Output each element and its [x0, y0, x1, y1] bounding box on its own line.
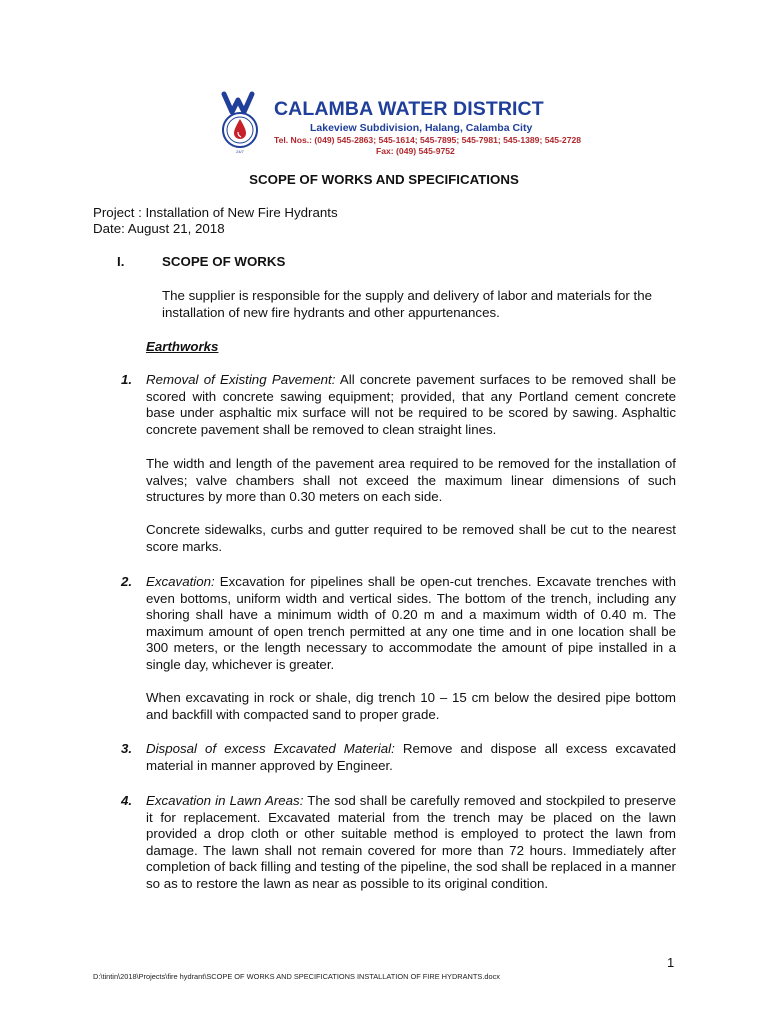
subheading-earthworks: Earthworks — [146, 339, 219, 354]
item-disposal — [146, 741, 676, 774]
item-lead: Removal of Existing Pavement: — [146, 372, 336, 387]
section-title: SCOPE OF WORKS — [162, 254, 286, 269]
item-paragraph: Concrete sidewalks, curbs and gutter required to be removed shall be cut to the nearest score marks. — [146, 522, 676, 554]
item-text: The sod shall be carefully removed and stockpiled to preserve it for replacement. Excavated material from the trench may be placed on the lawn provided a drop cloth or other suitable method is employed to protect the lawn from damage. The lawn shall not remain covered for more than 72 hours. Immediately after completion of back filling and testing of the pipeline, the sod shall be replaced in a manner so as to restore the lawn as near as possible to its original condition. — [146, 793, 676, 891]
item-paragraph: When excavating in rock or shale, dig trench 10 – 15 cm below the desired pipe bottom and backfill with compacted sand to proper grade. — [146, 690, 676, 722]
section-number: I. — [117, 254, 125, 269]
svg-text:24/7: 24/7 — [236, 149, 244, 154]
item-excavation — [146, 574, 676, 673]
org-address: Lakeview Subdivision, Halang, Calamba City — [310, 122, 533, 134]
org-fax: Fax: (049) 545-9752 — [376, 146, 455, 156]
item-number: 1. — [121, 372, 133, 387]
page-number: 1 — [667, 955, 675, 970]
item-text: All concrete pavement surfaces to be removed shall be scored with concrete sawing equipment; provided, that any Portland cement concrete base under asphaltic mix surface will not be required to be scored by sawing. Asphaltic concrete pavement shall be removed to clean straight lines. — [146, 372, 676, 437]
project-line: Project : Installation of New Fire Hydrants — [93, 205, 338, 220]
section-intro: The supplier is responsible for the supply and delivery of labor and materials for the installation of new fire hydrants and other appurtenances. — [162, 288, 653, 320]
org-name: CALAMBA WATER DISTRICT — [274, 98, 544, 120]
item-number: 3. — [121, 741, 133, 756]
item-number: 4. — [121, 793, 133, 808]
water-drop-logo-icon — [218, 86, 274, 158]
item-lead: Disposal of excess Excavated Material: — [146, 741, 395, 756]
item-paragraph: The width and length of the pavement area required to be removed for the installation of valves; valve chambers shall not exceed the maximum linear dimensions of such structures by more than 0.30 meters on each side. — [146, 456, 676, 504]
item-removal-of-pavement — [146, 372, 676, 438]
item-lead: Excavation in Lawn Areas: — [146, 793, 304, 808]
footer-file-path: D:\tintin\2018\Projects\fire hydrant\SCOPE OF WORKS AND SPECIFICATIONS INSTALLATION OF FIRE HYDRANTS.docx — [93, 972, 500, 981]
item-text: Remove and dispose all excess excavated material in manner approved by Engineer. — [146, 741, 676, 773]
letterhead — [218, 86, 582, 158]
item-number: 2. — [121, 574, 133, 589]
document-title: SCOPE OF WORKS AND SPECIFICATIONS — [249, 172, 519, 187]
item-lawn-areas — [146, 793, 676, 892]
org-telephone: Tel. Nos.: (049) 545-2863; 545-1614; 545-7895; 545-7981; 545-1389; 545-2728 — [274, 135, 582, 145]
item-text: Excavation for pipelines shall be open-cut trenches. Excavate trenches with even bottoms, uniform width and vertical sides. The bottom of the trench, including any shoring shall have a minimum width of 0.20 m and a maximum width of 0.40 m. The maximum amount of open trench permitted at any one time and in one location shall be 300 meters, or the length necessary to accommodate the amount of pipe installed in a single day, whichever is greater. — [146, 574, 676, 672]
date-line: Date: August 21, 2018 — [93, 221, 225, 236]
item-lead: Excavation: — [146, 574, 215, 589]
